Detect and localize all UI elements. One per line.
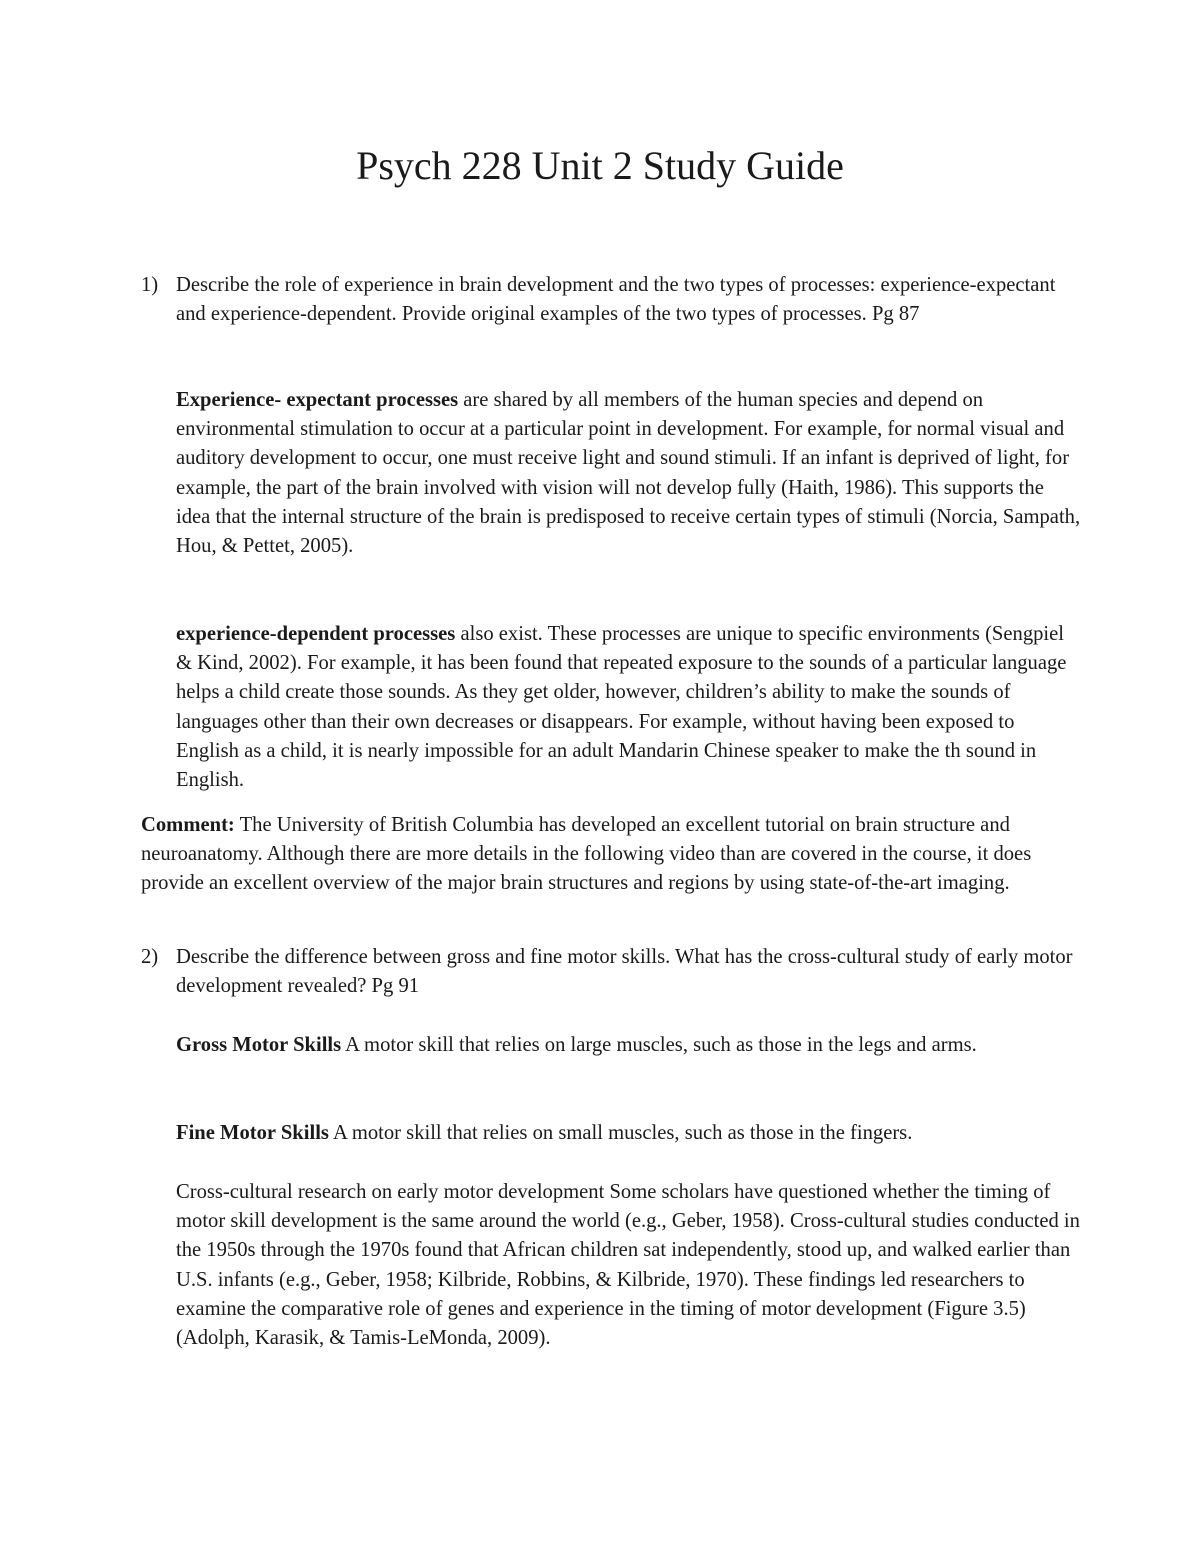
experience-dependent-paragraph (176, 620, 1081, 795)
question-number: 2) (141, 946, 159, 968)
term-fine-motor-skills: Fine Motor Skills (176, 1122, 329, 1144)
fine-motor-paragraph (176, 1119, 1081, 1148)
comment-paragraph (141, 811, 1081, 899)
cross-cultural-paragraph: Cross-cultural research on early motor development Some scholars have questioned whether the timing of motor skill development is the same around the world (e.g., Geber, 1958). Cross-cultural studies conducted in the 1950s through the 1970s found that African children sat independently, stood up, and walked earlier than U.S. infants (e.g., Geber, 1958; Kilbride, Robbins, & Kilbride, 1970). These findings led researchers to examine the comparative role of genes and experience in the timing of motor development (Figure 3.5) (Adolph, Karasik, & Tamis-LeMonda, 2009). (176, 1181, 1080, 1350)
comment-label: Comment: (141, 814, 235, 836)
term-gross-motor-skills: Gross Motor Skills (176, 1034, 342, 1056)
paragraph-text: also exist. These processes are unique to specific environments (Sengpiel & Kind, 2002). For example, it has been found that repeated exposure to the sounds of a particular language helps a child create those sounds. As they get older, however, children’s ability to make the sounds of languages other than their own decreases or disappears. For example, without having been exposed to English as a child, it is nearly impossible for an adult Mandarin Chinese speaker to make the th sound in English. (176, 623, 1067, 792)
paragraph-text: A motor skill that relies on small muscles, such as those in the fingers. (328, 1122, 913, 1144)
question-text: Describe the role of experience in brain development and the two types of processes: experience-expectant and experience-dependent. Provide original examples of the two types of processes. Pg 87 (176, 274, 1056, 326)
paragraph-text: A motor skill that relies on large muscles, such as those in the legs and arms. (341, 1034, 977, 1056)
paragraph-text: The University of British Columbia has developed an excellent tutorial on brain structure and neuroanatomy. Although there are more details in the following video than are covered in the course, it does provide an excellent overview of the major brain structures and regions by using state-of-the-art imaging. (141, 814, 1032, 895)
page-title: Psych 228 Unit 2 Study Guide (356, 143, 844, 188)
experience-expectant-paragraph (176, 386, 1081, 561)
term-experience-dependent: experience-dependent processes (176, 623, 456, 645)
question-number: 1) (141, 274, 159, 296)
term-experience-expectant: Experience- expectant processes (176, 389, 459, 411)
gross-motor-paragraph (176, 1031, 1081, 1060)
question-1 (141, 271, 1081, 329)
paragraph-text: are shared by all members of the human species and depend on environmental stimulation to occur at a particular point in development. For example, for normal visual and auditory development to occur, one must receive light and sound stimuli. If an infant is deprived of light, for example, the part of the brain involved with vision will not develop fully (Haith, 1986). This supports the idea that the internal structure of the brain is predisposed to receive certain types of stimuli (Norcia, Sampath, Hou, & Pettet, 2005). (176, 389, 1081, 558)
question-text: Describe the difference between gross and fine motor skills. What has the cross-cultural study of early motor development revealed? Pg 91 (176, 946, 1073, 998)
question-2 (141, 943, 1081, 1001)
